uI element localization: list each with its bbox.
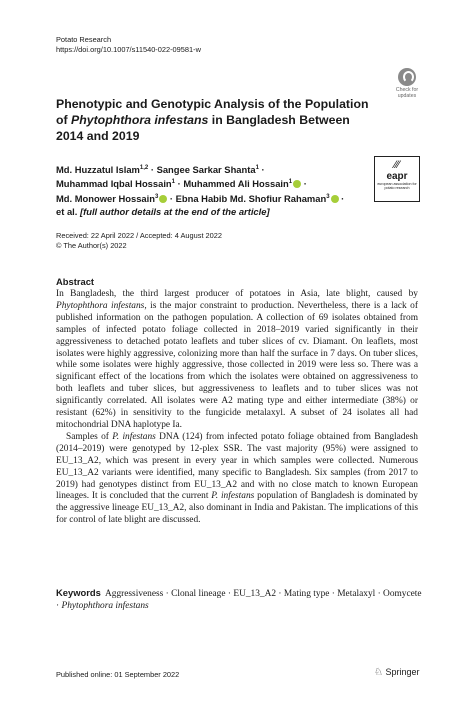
check-updates-text: Check for updates — [395, 87, 419, 99]
author-name: Muhammed Ali Hossain — [183, 178, 289, 190]
author-name: Ebna Habib Md. Shofiur Rahaman — [175, 192, 327, 204]
eapr-logo-icon: ⁄⁄⁄ — [394, 159, 400, 171]
orcid-icon[interactable] — [159, 195, 167, 203]
abstract-body — [56, 289, 418, 527]
received-accepted-dates: Received: 22 April 2022 / Accepted: 4 August 2022 — [56, 231, 222, 240]
check-for-updates-badge[interactable] — [392, 68, 422, 101]
author-name: Md. Huzzatul Islam — [56, 164, 140, 176]
keywords-label: Keywords — [56, 587, 101, 598]
published-online-date: Published online: 01 September 2022 — [56, 670, 180, 679]
keywords-list: Aggressiveness · Clonal lineage · EU_13_A2 · Mating type · Metalaxyl · Oomycete · — [56, 589, 422, 611]
check-updates-icon — [398, 68, 416, 86]
article-dates — [56, 231, 222, 251]
article-title: Phenotypic and Genotypic Analysis of the Population of Phytophthora infestans in Bangladesh Between 2014 and 2019 — [56, 97, 369, 143]
author-list: Md. Huzzatul Islam$^{1,2}$ · Sangee Sarkar Shanta$^1$ · Muhammad Iqbal Hossain$^1$ · Muhammed Ali Hossain$^1$ · Md. Monower Hossain$^3$ · Ebna Habib Md. Shofiur Rahaman$^3$ · et al. [full author details at the end of the article] — [56, 164, 345, 217]
springer-logo: ♘ Springer — [374, 667, 420, 678]
abstract-paragraph-1: In Bangladesh, the third largest producer of potatoes in Asia, late blight, caused by Phytophthora infestans, is the major constraint to production. Nevertheless, there is a lack of published information on the pathogen population. A collection of 69 isolates obtained from samples of infected potato foliage collected in 2018–2019 varied significantly in their aggressiveness to detached potato leaflets and tuber slices of cv. Diamant. On leaflets, most isolates were highly aggressive, colonizing more than half the surface in 7 days. On tuber slices, while some isolates were highly aggressive, those collected in 2019 were less so. There was a significant effect of the locations from which the isolates were obtained on aggressiveness to both leaflets and tuber slices, but aggressiveness to leaflets and to tuber slices was not significantly correlated. All isolates were A2 mating type and either intermediate (38%) or resistant (62%) in sensitivity to the fungicide metalaxyl. A subset of 24 isolates all had mitochondrial DNA haplotype Ia. — [56, 289, 418, 430]
springer-horse-icon: ♘ — [374, 667, 383, 678]
author-name: Sangee Sarkar Shanta — [156, 164, 256, 176]
journal-name: Potato Research — [56, 35, 112, 44]
journal-header — [56, 35, 201, 55]
orcid-icon[interactable] — [331, 195, 339, 203]
copyright-notice: © The Author(s) 2022 — [56, 241, 127, 250]
orcid-icon[interactable] — [293, 180, 301, 188]
author-name: Muhammad Iqbal Hossain — [56, 178, 172, 190]
author-details-note: [full author details at the end of the article] — [79, 205, 270, 217]
keywords: Keywords Aggressiveness · Clonal lineage · EU_13_A2 · Mating type · Metalaxyl · Oomycete · Phytophthora infestans — [56, 587, 422, 611]
et-al: et al. — [56, 205, 78, 217]
abstract-heading: Abstract — [56, 276, 95, 287]
author-name: Md. Monower Hossain — [56, 192, 155, 204]
doi-link[interactable]: https://doi.org/10.1007/s11540-022-09581-w — [56, 45, 201, 54]
abstract-paragraph-2: Samples of P. infestans DNA (124) from infected potato foliage obtained from Bangladesh (2014–2019) were genotyped by 12-plex SSR. The vast majority (95%) were assigned to EU_13_A2, which was present in every year in which samples were collected. Numerous EU_13_A2 variants were identified, many specific to Bangladesh. Six samples (from 2017 to 2019) had genotypes distinct from EU_13_A2 and with no close match to known European lineages. It is concluded that the current P. infestans population of Bangladesh is dominated by the aggressive lineage EU_13_A2, also dominant in India and Pakistan. The implications of this for control of late blight are discussed. — [56, 431, 418, 526]
eapr-logo: ⁄⁄⁄ eapr european association for potato research — [374, 156, 420, 202]
